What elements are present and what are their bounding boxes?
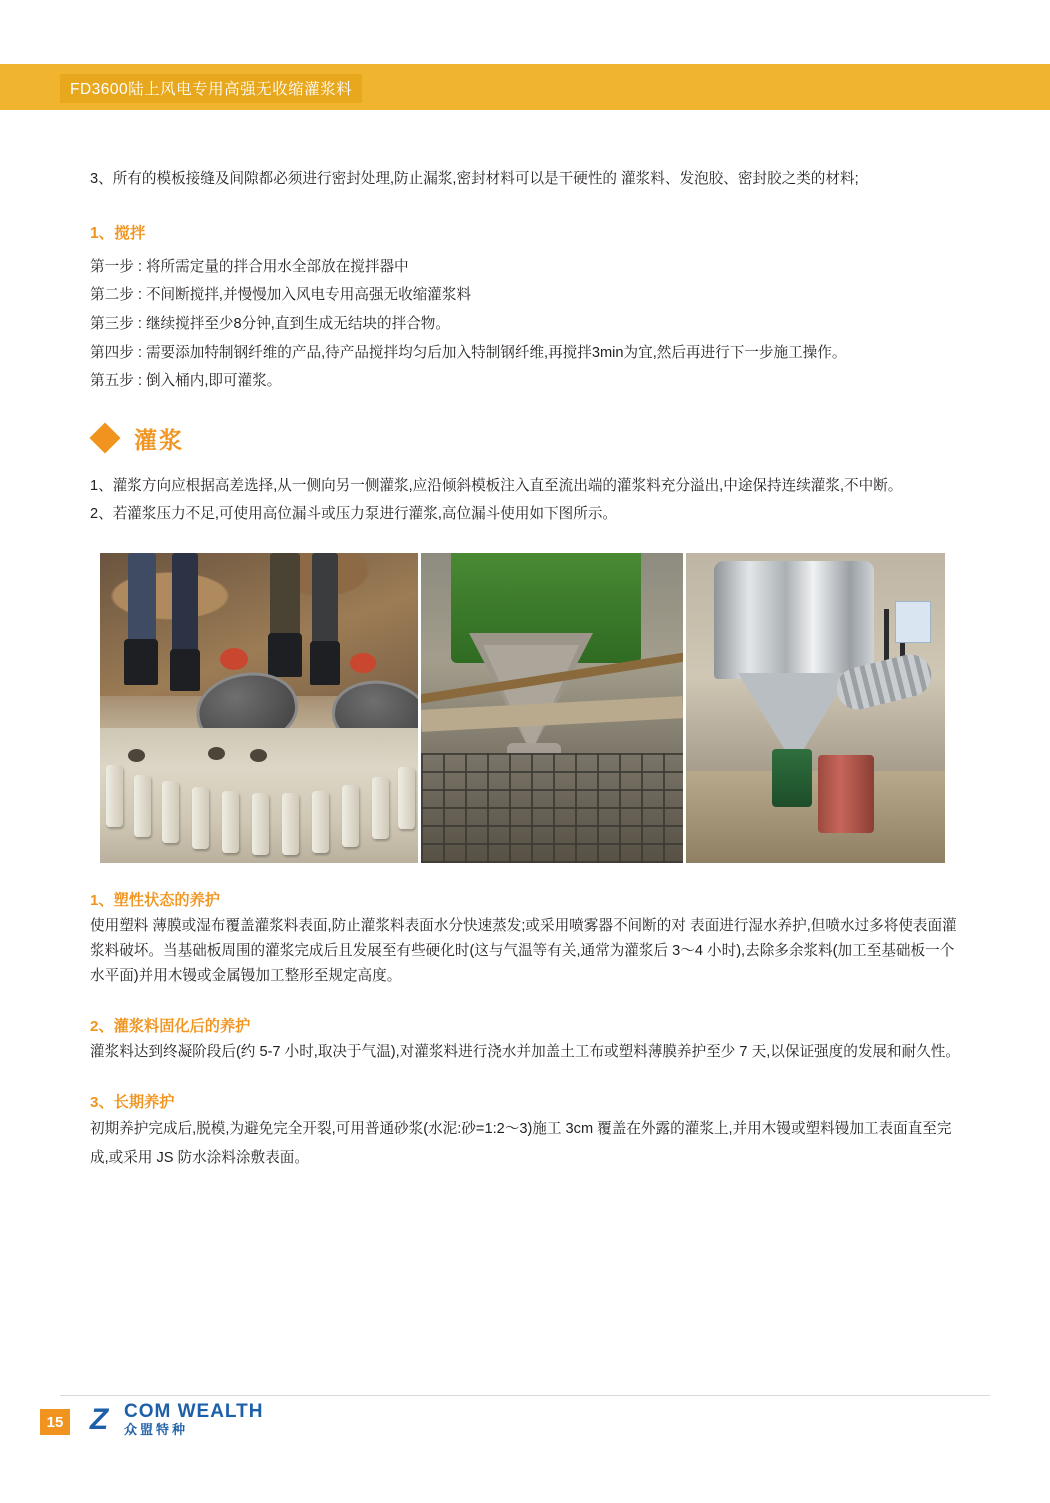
list-item: 1、灌浆方向应根据高差选择,从一侧向另一侧灌浆,应沿倾斜模板注入直至流出端的灌浆料充分溢出,中途保持连续灌浆,不中断。: [90, 477, 903, 494]
care-body: 使用塑料 薄膜或湿布覆盖灌浆料表面,防止灌浆料表面水分快速蒸发;或采用喷雾器不间断的对 表面进行湿水养护,但喷水过多将使表面灌浆料破坏。当基础板周围的灌浆完成后且发展至有些硬化时(这与气温等有关,通常为灌浆后 3～4 小时),去除多余浆料(加工至基础板一个水平面)并用木镘或金属镘加工整形至规定高度。: [90, 917, 957, 984]
mixing-heading: 1、搅拌: [90, 225, 146, 243]
care-heading: 1、塑性状态的养护: [90, 892, 220, 910]
company-logo: [82, 1402, 263, 1437]
grouting-heading-label: 灌浆: [134, 426, 184, 453]
photo1-anchor-rod: [282, 793, 299, 855]
care-heading: 2、灌浆料固化后的养护: [90, 1017, 251, 1035]
photo1-anchor-rod: [342, 785, 359, 847]
photo1-anchor-rod: [312, 791, 329, 853]
photo1-anchor-rod: [372, 777, 389, 839]
grouting-section: [90, 422, 960, 527]
list-item: 第五步 : 倒入桶内,即可灌浆。: [90, 373, 282, 390]
photo1-worker-leg: [128, 553, 156, 649]
photo1-worker-leg: [270, 553, 300, 641]
care-section-plastic-state: [90, 889, 960, 989]
logo-chinese-name: 众盟特种: [124, 1422, 189, 1437]
photo1-anchor-hole: [128, 749, 145, 762]
grouting-heading: [90, 422, 960, 455]
care-section-long-term: [90, 1091, 960, 1173]
photo3-barrel: [818, 755, 874, 833]
photo1-anchor-hole: [208, 747, 225, 760]
mixing-step-list: [90, 256, 960, 394]
photo1-boot: [268, 633, 302, 677]
photo1-anchor-rod: [106, 765, 123, 827]
photo1-anchor-hole: [250, 749, 267, 762]
page-content: [90, 168, 960, 1172]
stainless-hopper-pump-photo: [686, 553, 945, 863]
workers-pouring-grout-photo: [100, 553, 418, 863]
photo3-stainless-tank: [714, 561, 874, 679]
green-hopper-discharge-photo: [421, 553, 683, 863]
list-item: 2、若灌浆压力不足,可使用高位漏斗或压力泵进行灌浆,高位漏斗使用如下图所示。: [90, 506, 618, 523]
document-title: FD3600陆上风电专用高强无收缩灌浆料: [60, 74, 362, 103]
photo2-steel-mesh: [421, 753, 683, 863]
logo-english-name: COM WEALTH: [124, 1401, 264, 1422]
diamond-bullet-icon: [89, 423, 120, 454]
page-header-band: [0, 64, 1050, 110]
photo3-motor: [772, 749, 812, 807]
list-item: 第四步 : 需要添加特制钢纤维的产品,待产品搅拌均匀后加入特制钢纤维,再搅拌3min为宜,然后再进行下一步施工操作。: [90, 344, 847, 361]
care-section-after-curing: [90, 1015, 960, 1065]
photo1-glove: [220, 648, 248, 670]
list-item: 第一步 : 将所需定量的拌合用水全部放在搅拌器中: [90, 258, 409, 275]
photo1-anchor-rod: [134, 775, 151, 837]
mixing-section: [90, 221, 960, 393]
sealing-note-paragraph: 3、所有的模板接缝及间隙都必须进行密封处理,防止漏浆,密封材料可以是干硬性的 灌浆料、发泡胶、密封胶之类的材料;: [90, 171, 859, 187]
photo1-boot: [310, 641, 340, 685]
care-heading: 3、长期养护: [90, 1093, 175, 1111]
care-body: 灌浆料达到终凝阶段后(约 5-7 小时,取决于气温),对灌浆料进行浇水并加盖土工布或塑料薄膜养护至少 7 天,以保证强度的发展和耐久性。: [90, 1043, 960, 1060]
footer-divider: [60, 1395, 990, 1396]
photo3-sign: [895, 601, 931, 643]
grouting-photo-strip: [100, 553, 945, 863]
logo-text: [124, 1402, 263, 1437]
photo1-anchor-rod: [192, 787, 209, 849]
photo1-anchor-rod: [252, 793, 269, 855]
photo3-pallet: [686, 771, 945, 863]
list-item: 第三步 : 继续搅拌至少8分钟,直到生成无结块的拌合物。: [90, 315, 450, 332]
care-body: 初期养护完成后,脱模,为避免完全开裂,可用普通砂浆(水泥:砂=1:2～3)施工 3cm 覆盖在外露的灌浆上,并用木镘或塑料镘加工表面直至完成,或采用 JS 防水涂料涂敷表面。: [90, 1121, 952, 1166]
photo1-worker-leg: [312, 553, 338, 649]
photo1-worker-leg: [172, 553, 198, 657]
page-number-badge: 15: [40, 1409, 70, 1435]
photo1-anchor-rod: [162, 781, 179, 843]
photo1-anchor-rod: [398, 767, 415, 829]
zz-logo-icon: Z: [89, 1402, 109, 1436]
photo1-boot: [170, 649, 200, 691]
photo1-glove: [350, 653, 376, 673]
photo1-boot: [124, 639, 158, 685]
list-item: 第二步 : 不间断搅拌,并慢慢加入风电专用高强无收缩灌浆料: [90, 287, 472, 304]
grouting-point-list: [90, 475, 960, 527]
photo1-anchor-rod: [222, 791, 239, 853]
photo2-grout-flow: [483, 645, 579, 753]
